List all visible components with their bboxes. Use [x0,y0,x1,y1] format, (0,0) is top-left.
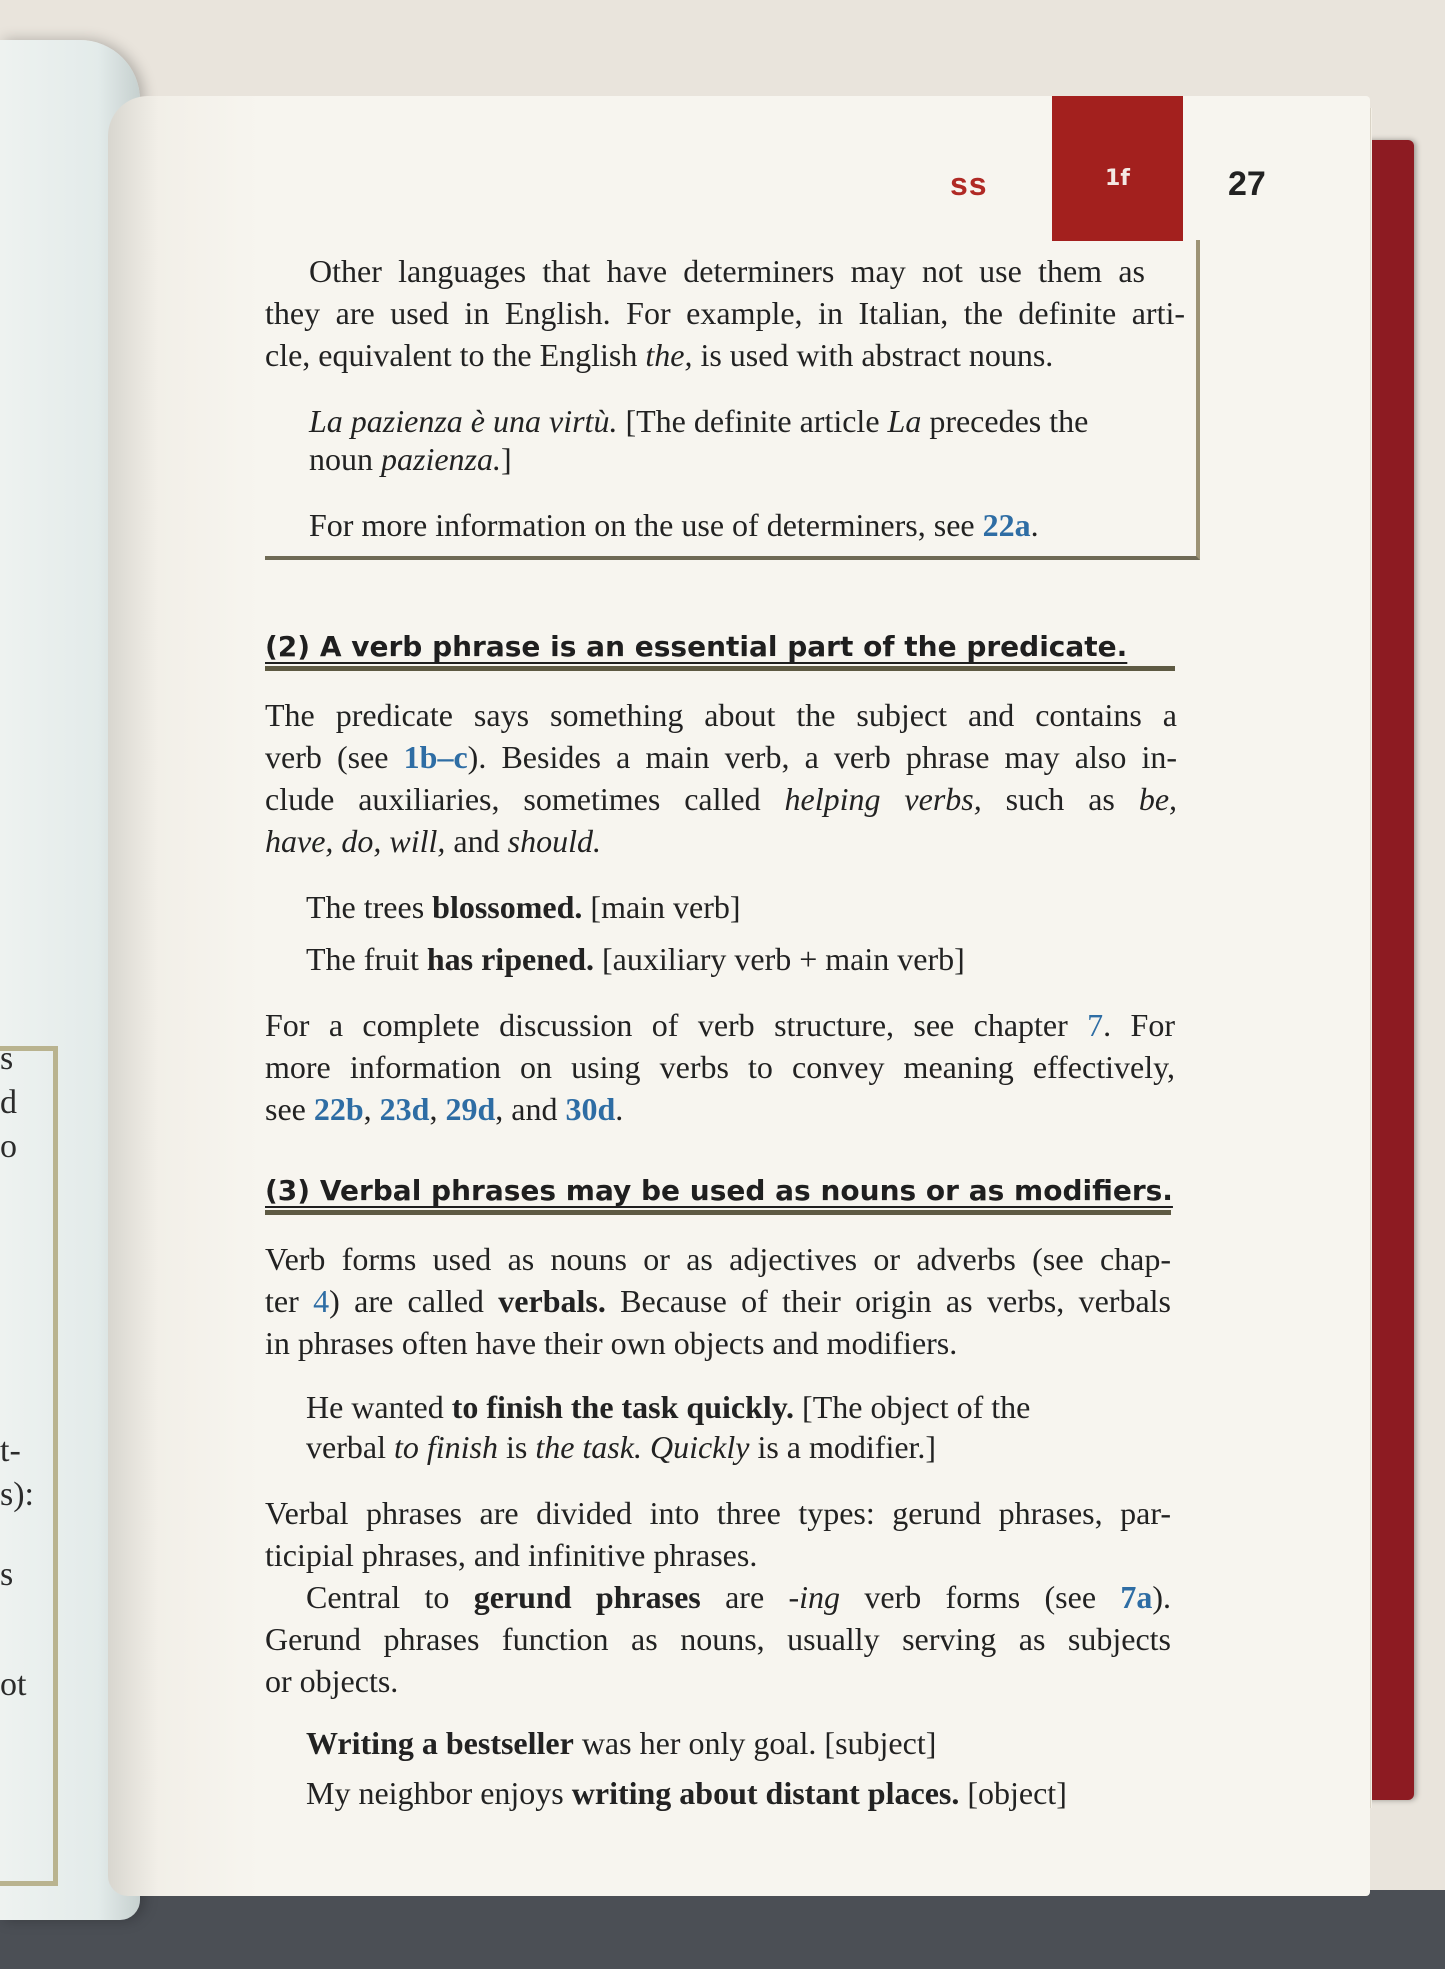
callout-example: La pazienza è una virtù. [The definite article La precedes the [309,403,1089,439]
section-heading: (2) A verb phrase is an essential part of the predicate. [265,630,1175,671]
callout-more-info: For more information on the use of determiners, see 22a. [309,507,1039,543]
xref-link[interactable]: 30d [565,1091,616,1127]
text-line: Verbal phrases are divided into three types: gerund phrases, par- [265,1495,1171,1531]
xref-link[interactable]: 7 [1087,1007,1104,1043]
left-page-fragment: s): [0,1476,34,1513]
section-tab-label: 1f [1105,166,1130,191]
text-line: For a complete discussion of verb structure, see chapter 7. For [265,1007,1176,1043]
text-line: clude auxiliaries, sometimes called helping verbs, such as be, [265,781,1178,817]
example-sentence: He wanted to finish the task quickly. [The object of the [306,1389,1031,1425]
xref-link[interactable]: 22b [313,1091,364,1127]
left-page-fragment: s [0,1556,14,1593]
text-line: Gerund phrases function as nouns, usually serving as subjects [265,1621,1171,1657]
xref-link[interactable]: 23d [379,1091,430,1127]
text-line: verb (see 1b–c). Besides a main verb, a verb phrase may also in- [265,739,1178,775]
text-line: ter 4) are called verbals. Because of their origin as verbs, verbals [265,1283,1172,1319]
section-tab [1052,96,1183,241]
left-page-fragment: t- [0,1432,21,1469]
text-line: or objects. [265,1663,399,1699]
text-line: more information on using verbs to convey meaning effectively, [265,1049,1175,1085]
example-sentence: The fruit has ripened. [auxiliary verb + main verb] [306,941,965,977]
text-line: see 22b, 23d, 29d, and 30d. [265,1091,624,1127]
table-surface [0,1890,1445,1969]
xref-link[interactable]: 29d [445,1091,496,1127]
callout-example-cont: noun pazienza.] [309,441,512,477]
example-sentence: Writing a bestseller was her only goal. [subject] [306,1725,937,1761]
example-sentence-cont: verbal to finish is the task. Quickly is a modifier.] [306,1429,937,1465]
text-line: have, do, will, and should. [265,823,601,859]
xref-link[interactable]: 4 [313,1283,330,1319]
callout-line: Other languages that have determiners may not use them as [309,253,1145,289]
section-abbreviation: ss [950,166,988,202]
callout-line: cle, equivalent to the English the, is used with abstract nouns. [265,337,1054,373]
text-line: The predicate says something about the subject and contains a [265,697,1177,733]
example-sentence: The trees blossomed. [main verb] [306,889,741,925]
text-line: Central to gerund phrases are -ing verb forms (see 7a). [306,1579,1172,1615]
callout-line: they are used in English. For example, in Italian, the definite arti- [265,295,1185,331]
section-heading: (3) Verbal phrases may be used as nouns or as modifiers. [265,1174,1171,1215]
xref-link[interactable]: 1b–c [403,739,468,775]
text-line: ticipial phrases, and infinitive phrases. [265,1537,758,1573]
page-number: 27 [1228,165,1266,203]
example-sentence: My neighbor enjoys writing about distant places. [object] [306,1775,1067,1811]
left-page-fragment: d [0,1084,17,1121]
callout-box [265,240,1200,560]
text-line: Verb forms used as nouns or as adjectives or adverbs (see chap- [265,1241,1171,1277]
text-line: in phrases often have their own objects and modifiers. [265,1325,958,1361]
xref-link[interactable]: 7a [1120,1579,1153,1615]
left-page-fragment: o [0,1128,17,1165]
left-page-fragment: ot [0,1666,27,1703]
left-page-fragment: s [0,1040,14,1077]
xref-link[interactable]: 22a [982,507,1031,543]
